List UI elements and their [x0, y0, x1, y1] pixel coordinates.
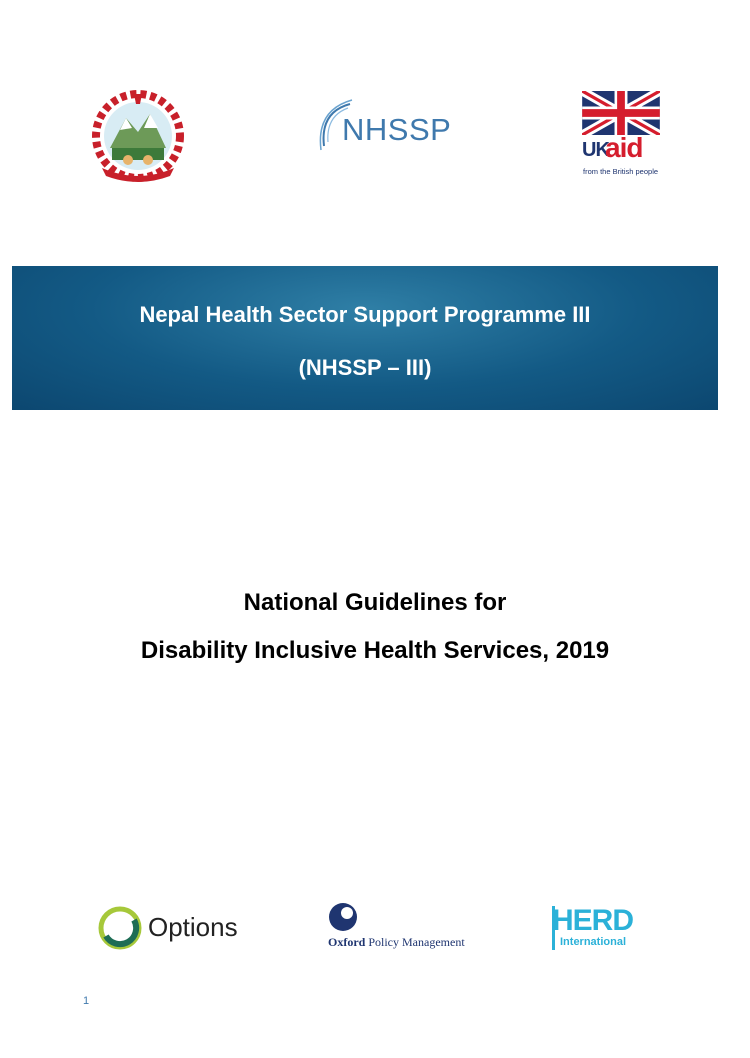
- options-logo-text: Options: [148, 912, 238, 942]
- opm-rest-text: Policy Management: [365, 935, 465, 949]
- herd-logo-subtext: International: [560, 936, 627, 948]
- banner-programme-acronym: (NHSSP – III): [298, 355, 432, 380]
- opm-logo: [328, 902, 478, 954]
- ukaid-tagline: from the British people: [583, 167, 659, 176]
- nhssp-logo: [316, 98, 452, 158]
- page-number: 1: [83, 995, 90, 1007]
- ukaid-aid-text: aid: [605, 132, 643, 163]
- options-logo: [98, 906, 248, 952]
- banner-programme-name: Nepal Health Sector Support Programme III: [139, 302, 591, 327]
- opm-circle-icon: [328, 902, 358, 932]
- opm-oxford-text: Oxford: [328, 935, 366, 949]
- herd-logo-text: HERD: [552, 904, 634, 937]
- options-swirl-icon: [98, 906, 142, 950]
- ukaid-logo: [582, 91, 660, 177]
- nepal-emblem-logo: [88, 88, 188, 184]
- document-title-line-2: Disability Inclusive Health Services, 2019: [140, 637, 610, 664]
- nhssp-logo-text: NHSSP: [342, 112, 452, 147]
- ukaid-uk-text: UK: [582, 139, 609, 161]
- emblem-icon: [88, 88, 188, 184]
- document-title-line-1: National Guidelines for: [243, 589, 507, 616]
- herd-logo: [548, 906, 638, 952]
- opm-logo-text: [328, 935, 465, 950]
- union-flag-icon: [582, 91, 660, 135]
- programme-banner: [12, 266, 718, 410]
